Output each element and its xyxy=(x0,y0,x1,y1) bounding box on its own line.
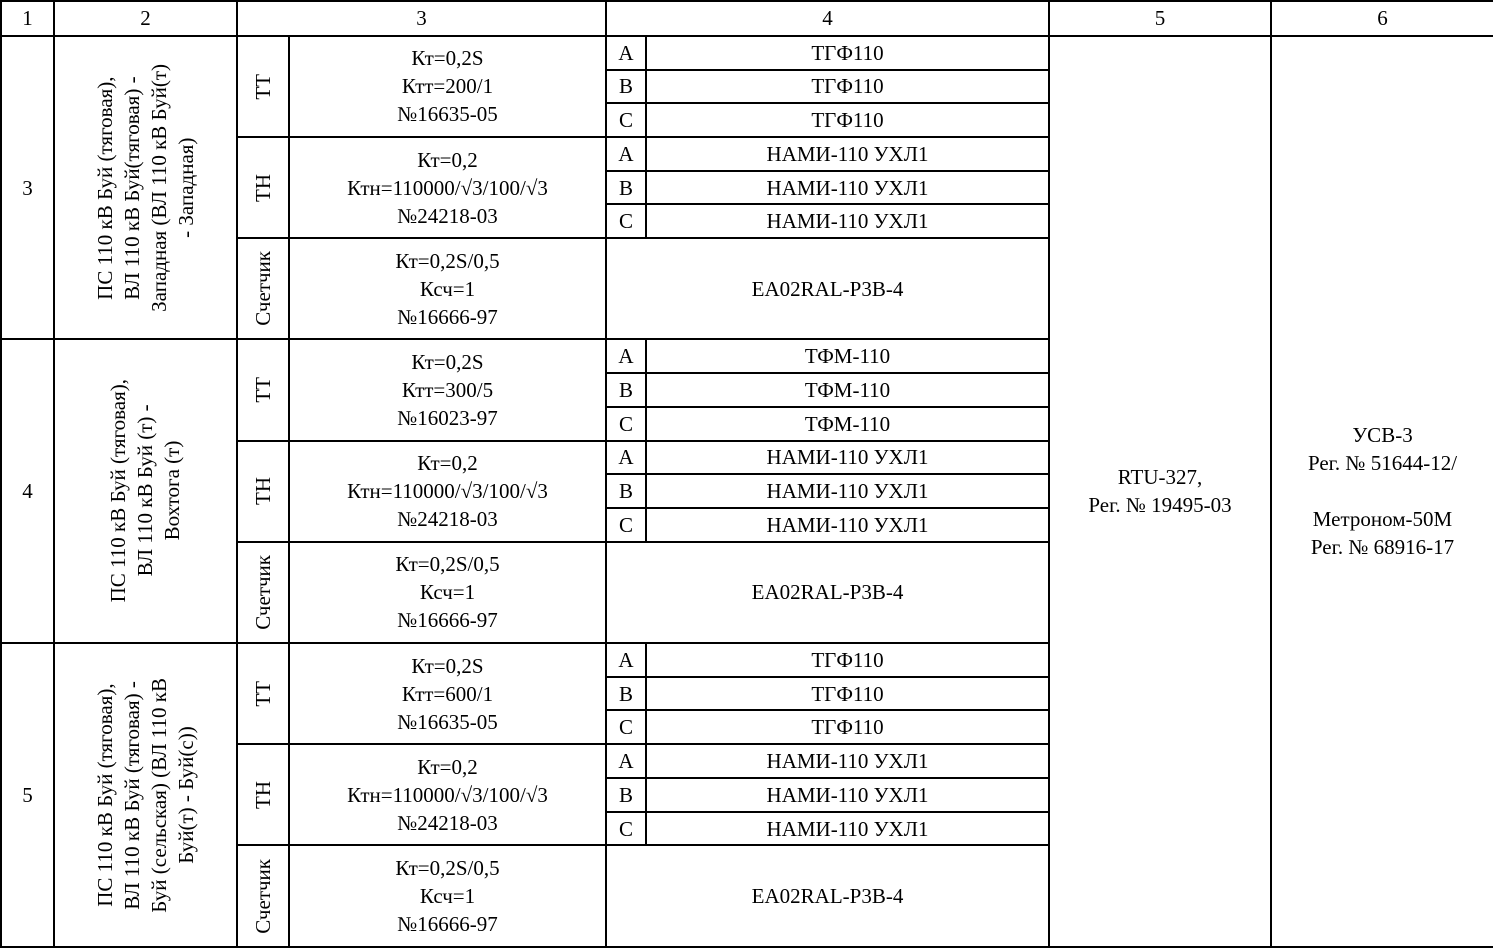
tt-device-type: ТФМ-110 xyxy=(646,373,1049,407)
meter-type: EA02RAL-P3B-4 xyxy=(606,542,1049,643)
tt-device-type: ТГФ110 xyxy=(646,103,1049,137)
tn-device-type: НАМИ-110 УХЛ1 xyxy=(646,474,1049,508)
tn-label: ТН xyxy=(250,477,275,506)
tn-device-type: НАМИ-110 УХЛ1 xyxy=(646,171,1049,205)
channel-number: 3 xyxy=(1,36,54,340)
phase-label: C xyxy=(606,103,646,137)
tn-label: ТН xyxy=(250,780,275,809)
phase-label: B xyxy=(606,70,646,104)
rtu-device: RTU-327, Рег. № 19495-03 xyxy=(1049,36,1271,947)
phase-label: C xyxy=(606,710,646,744)
tn-label: ТН xyxy=(250,173,275,202)
meter-type: EA02RAL-P3B-4 xyxy=(606,845,1049,947)
phase-label: B xyxy=(606,677,646,711)
header-cell-5: 5 xyxy=(1049,1,1271,36)
header-cell-1: 1 xyxy=(1,1,54,36)
tt-device-type: ТГФ110 xyxy=(646,643,1049,677)
tt-device-type: ТГФ110 xyxy=(646,36,1049,70)
object-name-cell xyxy=(54,339,237,643)
tn-device-type: НАМИ-110 УХЛ1 xyxy=(646,812,1049,846)
tt-label-cell xyxy=(237,339,289,440)
tt-params: Кт=0,2S Ктт=200/1 №16635-05 xyxy=(289,36,606,137)
object-name-cell xyxy=(54,36,237,340)
phase-label: B xyxy=(606,474,646,508)
phase-label: B xyxy=(606,171,646,205)
meter-label-cell xyxy=(237,542,289,643)
object-name: ПС 110 кВ Буй (тяговая), ВЛ 110 кВ Буй (т) - Вохтога (т) xyxy=(106,379,184,603)
phase-label: C xyxy=(606,204,646,238)
tn-params: Кт=0,2 Ктн=110000/√3/100/√3 №24218-03 xyxy=(289,744,606,845)
tn-label-cell xyxy=(237,441,289,542)
tn-device-type: НАМИ-110 УХЛ1 xyxy=(646,441,1049,475)
tt-device-type: ТГФ110 xyxy=(646,677,1049,711)
meter-params: Кт=0,2S/0,5 Ксч=1 №16666-97 xyxy=(289,238,606,339)
channel-number: 4 xyxy=(1,339,54,643)
phase-label: A xyxy=(606,36,646,70)
object-name-cell xyxy=(54,643,237,947)
phase-label: A xyxy=(606,137,646,171)
object-name: ПС 110 кВ Буй (тяговая), ВЛ 110 кВ Буй(тяговая) - Западная (ВЛ 110 кВ Буй(т) - Западная) xyxy=(92,63,198,312)
object-name: ПС 110 кВ Буй (тяговая), ВЛ 110 кВ Буй (тяговая) - Буй (сельская) (ВЛ 110 кВ Буй(т) - Буй(с)) xyxy=(92,677,198,913)
tt-label: ТТ xyxy=(250,73,275,100)
tt-label-cell xyxy=(237,643,289,744)
tn-device-type: НАМИ-110 УХЛ1 xyxy=(646,508,1049,542)
meter-label-cell xyxy=(237,238,289,339)
tt-device-type: ТГФ110 xyxy=(646,710,1049,744)
meter-label: Счетчик xyxy=(250,251,275,327)
tt-label: ТТ xyxy=(250,377,275,403)
phase-label: A xyxy=(606,744,646,778)
header-cell-3: 3 xyxy=(237,1,606,36)
tn-device-type: НАМИ-110 УХЛ1 xyxy=(646,744,1049,778)
tt-device-type: ТГФ110 xyxy=(646,70,1049,104)
tn-device-type: НАМИ-110 УХЛ1 xyxy=(646,137,1049,171)
tn-params: Кт=0,2 Ктн=110000/√3/100/√3 №24218-03 xyxy=(289,441,606,542)
table-row xyxy=(1,36,1493,70)
tn-label-cell xyxy=(237,137,289,238)
phase-label: B xyxy=(606,778,646,812)
phase-label: A xyxy=(606,643,646,677)
tt-label: ТТ xyxy=(250,680,275,707)
tn-label-cell xyxy=(237,744,289,845)
phase-label: A xyxy=(606,339,646,373)
phase-label: C xyxy=(606,812,646,846)
header-cell-4: 4 xyxy=(606,1,1049,36)
meter-type: EA02RAL-P3B-4 xyxy=(606,238,1049,339)
meter-label-cell xyxy=(237,845,289,947)
tn-device-type: НАМИ-110 УХЛ1 xyxy=(646,778,1049,812)
header-cell-6: 6 xyxy=(1271,1,1493,36)
tt-device-type: ТФМ-110 xyxy=(646,339,1049,373)
channel-number: 5 xyxy=(1,643,54,947)
time-sync-device: УСВ-3 Рег. № 51644-12/ Метроном-50М Рег. № 68916-17 xyxy=(1271,36,1493,947)
tt-params: Кт=0,2S Ктт=600/1 №16635-05 xyxy=(289,643,606,744)
phase-label: A xyxy=(606,441,646,475)
phase-label: B xyxy=(606,373,646,407)
phase-label: C xyxy=(606,407,646,441)
tn-device-type: НАМИ-110 УХЛ1 xyxy=(646,204,1049,238)
meter-params: Кт=0,2S/0,5 Ксч=1 №16666-97 xyxy=(289,845,606,947)
header-row xyxy=(1,1,1493,36)
tt-device-type: ТФМ-110 xyxy=(646,407,1049,441)
phase-label: C xyxy=(606,508,646,542)
tt-params: Кт=0,2S Ктт=300/5 №16023-97 xyxy=(289,339,606,440)
tt-label-cell xyxy=(237,36,289,137)
meter-label: Счетчик xyxy=(250,554,275,630)
meter-label: Счетчик xyxy=(250,858,275,934)
header-cell-2: 2 xyxy=(54,1,237,36)
tn-params: Кт=0,2 Ктн=110000/√3/100/√3 №24218-03 xyxy=(289,137,606,238)
meter-params: Кт=0,2S/0,5 Ксч=1 №16666-97 xyxy=(289,542,606,643)
